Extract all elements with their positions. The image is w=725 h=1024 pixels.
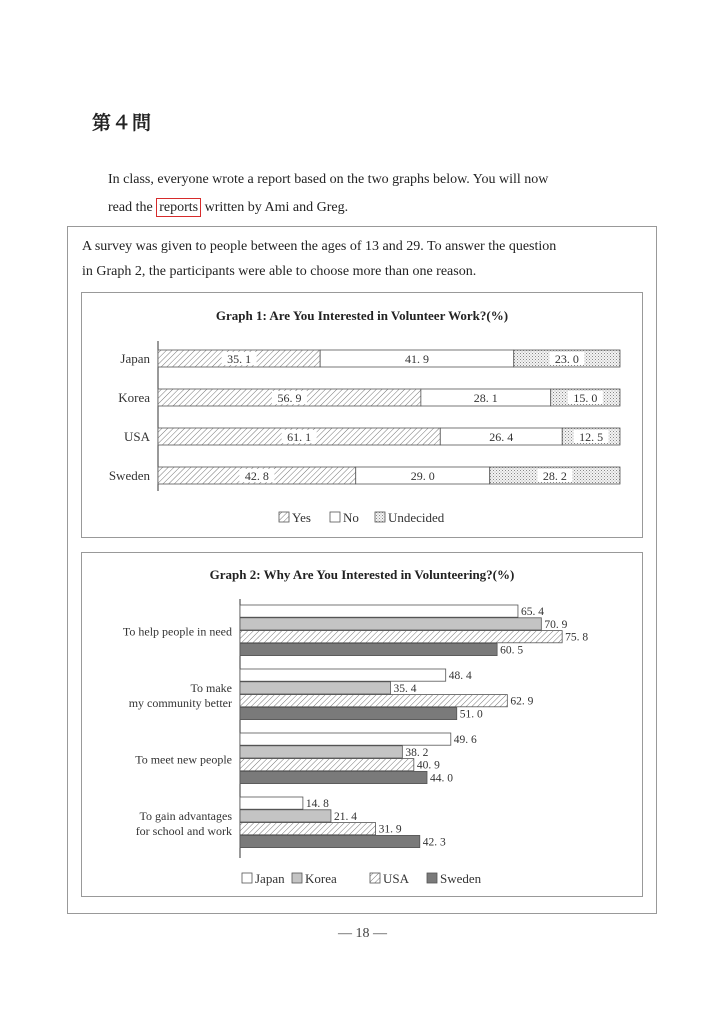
graph-2-value-label: 44. 0 bbox=[430, 772, 453, 785]
graph-2-bar-usa bbox=[240, 631, 562, 643]
graph-2-category-label: To make bbox=[190, 681, 232, 696]
graph-1-value-label: 29. 0 bbox=[410, 469, 435, 483]
page-number: ― 18 ― bbox=[338, 926, 387, 941]
graph-1-value-label: 28. 2 bbox=[542, 469, 567, 483]
intro-paragraph bbox=[108, 166, 668, 222]
graph-1-legend-label-yes: Yes bbox=[292, 510, 311, 525]
graph-2-chart bbox=[82, 553, 642, 896]
graph-1-category-label: USA bbox=[123, 429, 150, 444]
graph-2-value-label: 31. 9 bbox=[378, 823, 402, 836]
graph-2-bar-japan bbox=[240, 669, 446, 681]
graph-2-bar-sweden bbox=[240, 643, 497, 655]
graph-1-legend-swatch-undecided bbox=[375, 512, 385, 522]
graph-1-chart bbox=[82, 293, 642, 537]
graph-1-value-label: 12. 5 bbox=[579, 430, 604, 444]
section-heading: 第４問 bbox=[92, 112, 153, 134]
graph-1-value-label: 28. 1 bbox=[473, 391, 498, 405]
graph-2-value-label: 60. 5 bbox=[500, 644, 524, 657]
graph-2-category-label: To gain advantages bbox=[139, 809, 232, 824]
graph-2-value-label: 35. 4 bbox=[393, 682, 417, 695]
graph-2-title: Graph 2: Why Are You Interested in Volunteering?(%) bbox=[209, 567, 515, 582]
graph-1-category-label: Japan bbox=[120, 351, 150, 366]
graph-2-category-label: To meet new people bbox=[135, 752, 232, 767]
graph-1-category-label: Sweden bbox=[108, 468, 150, 483]
graph-1-category-label: Korea bbox=[118, 390, 150, 405]
graph-2-legend-label-korea: Korea bbox=[305, 871, 337, 886]
graph-1-value-label: 23. 0 bbox=[554, 352, 579, 366]
graph-1-legend-swatch-no bbox=[330, 512, 340, 522]
graph-2-value-label: 70. 9 bbox=[544, 618, 568, 631]
graph-2-value-label: 65. 4 bbox=[520, 606, 544, 618]
graph-2-bar-usa bbox=[240, 759, 414, 771]
graph-2-value-label: 51. 0 bbox=[459, 708, 483, 721]
graph-2-value-label: 21. 4 bbox=[333, 810, 357, 823]
graph-2-bar-usa bbox=[240, 823, 376, 835]
graph-2-legend-label-sweden: Sweden bbox=[440, 871, 482, 886]
highlighted-word-reports: reports bbox=[156, 198, 201, 217]
graph-2-category-label: my community better bbox=[128, 696, 232, 711]
graph-2-panel bbox=[81, 552, 643, 897]
graph-2-bar-sweden bbox=[240, 835, 420, 847]
survey-description bbox=[82, 234, 652, 284]
graph-2-bar-korea bbox=[240, 746, 402, 758]
graph-1-legend-swatch-yes bbox=[279, 512, 289, 522]
survey-line-2: in Graph 2, the participants were able to choose more than one reason. bbox=[82, 264, 477, 279]
graph-2-category-label: for school and work bbox=[135, 824, 232, 839]
intro-line-2 bbox=[108, 194, 668, 222]
graph-2-bar-usa bbox=[240, 695, 507, 707]
graph-2-value-label: 48. 4 bbox=[448, 670, 472, 682]
graph-2-legend-swatch-sweden bbox=[427, 873, 437, 883]
graph-2-bar-japan bbox=[240, 733, 451, 745]
graph-2-value-label: 14. 8 bbox=[305, 798, 329, 810]
graph-2-bar-korea bbox=[240, 618, 541, 630]
graph-2-value-label: 62. 9 bbox=[510, 695, 534, 708]
graph-2-value-label: 75. 8 bbox=[565, 631, 589, 644]
graph-1-value-label: 41. 9 bbox=[404, 352, 429, 366]
graph-1-value-label: 35. 1 bbox=[227, 352, 252, 366]
survey-line-1: A survey was given to people between the ages of 13 and 29. To answer the question bbox=[82, 239, 557, 254]
graph-2-legend-swatch-usa bbox=[370, 873, 380, 883]
graph-1-title: Graph 1: Are You Interested in Volunteer Work?(%) bbox=[215, 308, 509, 323]
graph-1-value-label: 61. 1 bbox=[287, 430, 312, 444]
intro-line-2-before: read the bbox=[108, 200, 157, 215]
graph-1-legend-label-undecided: Undecided bbox=[388, 510, 445, 525]
intro-line-1: In class, everyone wrote a report based on the two graphs below. You will now bbox=[108, 172, 549, 187]
graph-2-category-label: To help people in need bbox=[122, 624, 232, 639]
graph-2-legend-label-usa: USA bbox=[383, 871, 410, 886]
graph-2-value-label: 40. 9 bbox=[416, 759, 440, 772]
graph-2-bar-korea bbox=[240, 682, 390, 694]
graph-2-bar-sweden bbox=[240, 707, 457, 719]
graph-2-bar-korea bbox=[240, 810, 331, 822]
graph-1-value-label: 26. 4 bbox=[489, 430, 514, 444]
graph-1-panel bbox=[81, 292, 643, 538]
graph-2-bar-sweden bbox=[240, 771, 427, 783]
graph-2-legend-swatch-japan bbox=[242, 873, 252, 883]
graph-2-value-label: 42. 3 bbox=[422, 836, 446, 849]
graph-1-value-label: 15. 0 bbox=[573, 391, 598, 405]
graph-1-value-label: 42. 8 bbox=[244, 469, 269, 483]
graph-2-value-label: 38. 2 bbox=[405, 746, 429, 759]
graph-1-legend-label-no: No bbox=[343, 510, 359, 525]
graph-2-legend-label-japan: Japan bbox=[255, 871, 285, 886]
graph-2-legend-swatch-korea bbox=[292, 873, 302, 883]
intro-line-2-after: written by Ami and Greg. bbox=[201, 200, 349, 215]
graph-2-value-label: 49. 6 bbox=[453, 734, 477, 746]
graph-2-bar-japan bbox=[240, 797, 303, 809]
graph-2-bar-japan bbox=[240, 605, 518, 617]
graph-1-value-label: 56. 9 bbox=[277, 391, 302, 405]
